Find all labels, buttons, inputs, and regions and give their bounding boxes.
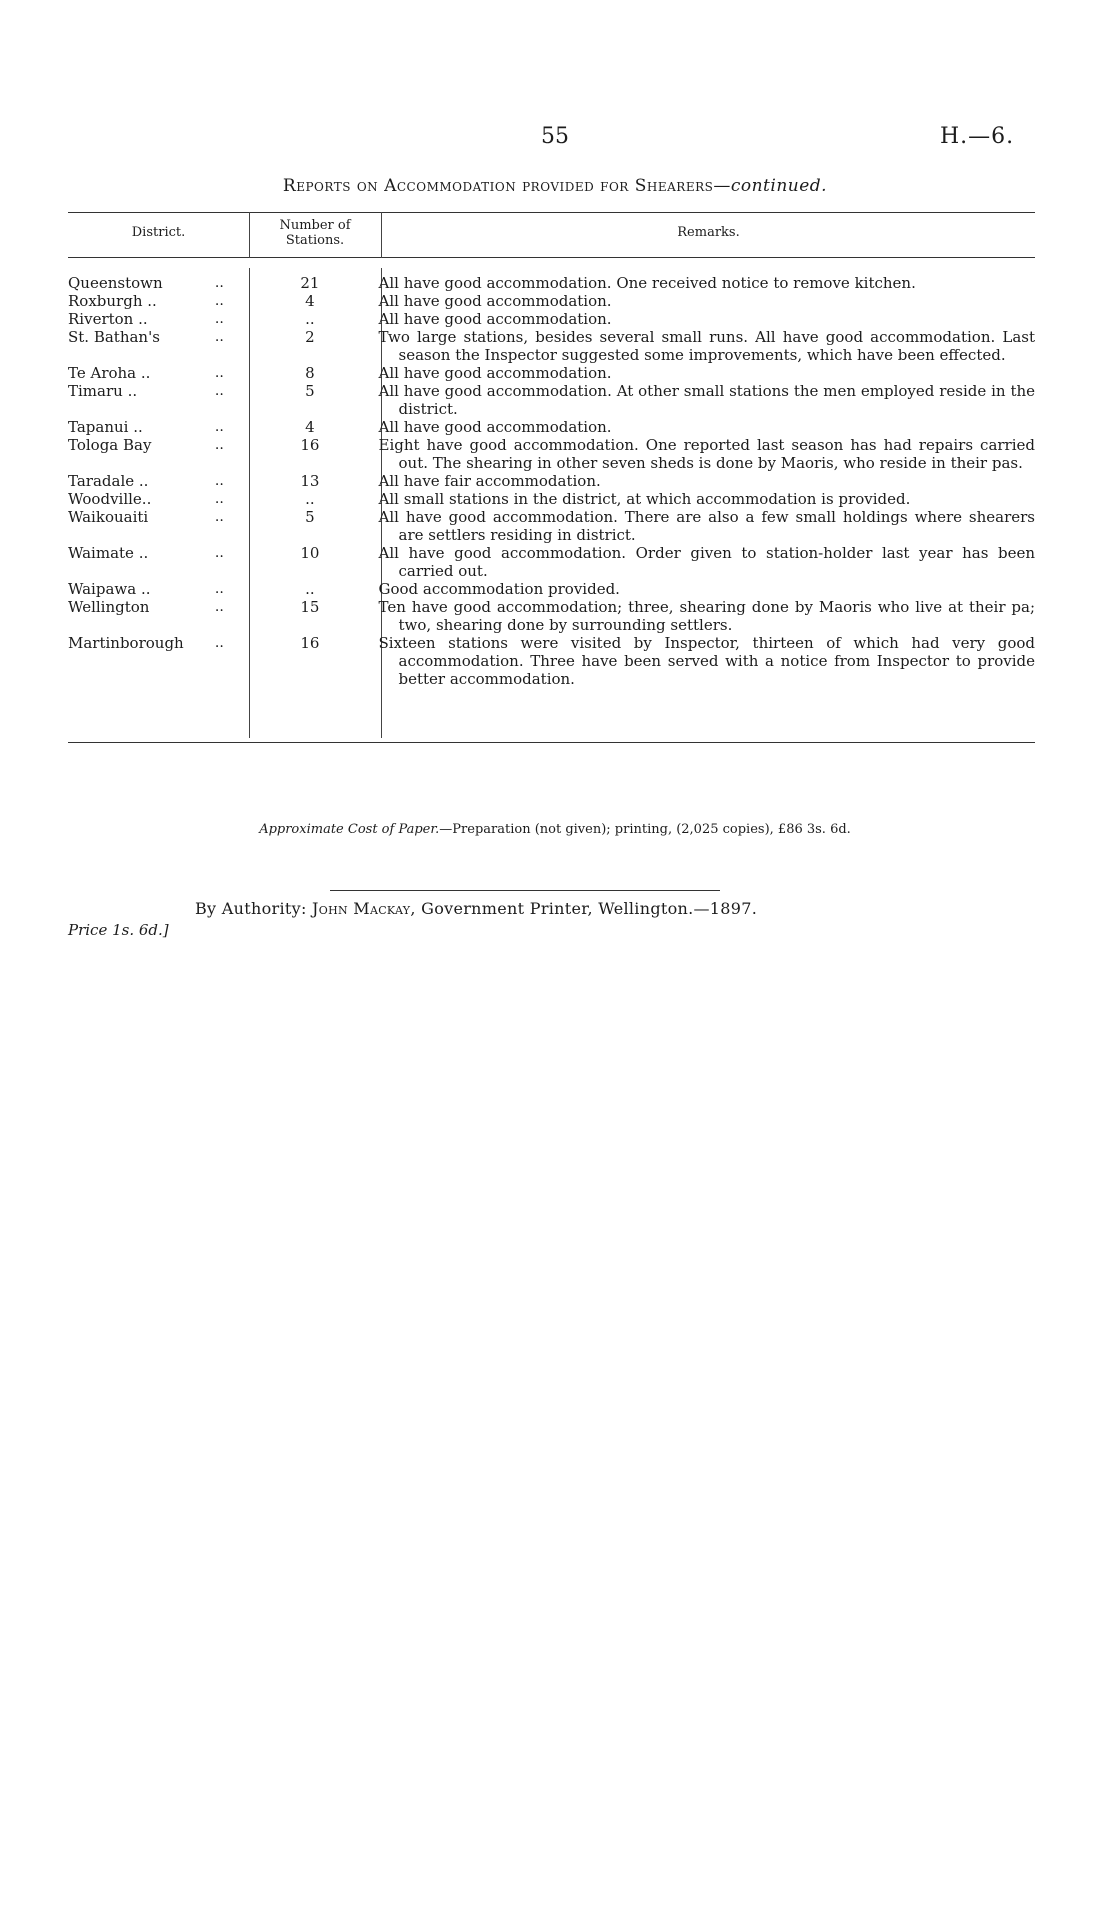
authority-prefix: By Authority: — [195, 899, 307, 918]
leader-dots: .. — [214, 329, 224, 345]
header-remarks: Remarks. — [677, 225, 740, 240]
leader-dots: .. — [214, 473, 224, 489]
authority-name: John Mackay — [312, 899, 411, 918]
leader-dots: .. — [214, 509, 224, 525]
stations-count-cell: 8 — [305, 364, 315, 382]
table-row — [68, 364, 1035, 382]
stations-count-cell: 13 — [300, 472, 320, 490]
stations-count-cell: 5 — [305, 382, 315, 400]
district-cell: Waikouaiti — [68, 508, 149, 526]
district-cell: Waimate .. — [68, 544, 149, 562]
table-row — [68, 634, 1035, 688]
district-cell: Te Aroha .. — [68, 364, 151, 382]
stations-count-cell: 4 — [305, 418, 315, 436]
stations-count-cell: 15 — [300, 598, 320, 616]
table-row — [68, 382, 1035, 418]
district-cell: Wellington — [68, 598, 150, 616]
table-row — [68, 418, 1035, 436]
table-row — [68, 598, 1035, 634]
remarks-cell: Sixteen stations were visited by Inspector, thirteen of which had very good accommodation. Three have been served with a notice from Inspector to provide better accommodation. — [378, 634, 1036, 688]
authority-rule — [330, 890, 720, 891]
price: Price 1s. 6d.] — [68, 921, 169, 939]
district-cell: Taradale .. — [68, 472, 149, 490]
stations-count-cell: .. — [305, 490, 315, 508]
leader-dots: .. — [214, 311, 224, 327]
leader-dots: .. — [214, 275, 224, 291]
remarks-cell: Ten have good accommodation; three, shearing done by Maoris who live at their pa; two, shearing done by surrounding settlers. — [378, 598, 1036, 634]
table-header-rule — [68, 257, 1035, 258]
remarks-cell: All have good accommodation. One received notice to remove kitchen. — [378, 274, 916, 292]
district-cell: Tapanui .. — [68, 418, 143, 436]
title-continued: —continued. — [713, 176, 828, 196]
leader-dots: .. — [214, 599, 224, 615]
table-row — [68, 490, 1035, 508]
stations-count-cell: 16 — [300, 634, 320, 652]
remarks-cell: All have good accommodation. At other small stations the men employed reside in the district. — [378, 382, 1036, 418]
remarks-cell: All small stations in the district, at which accommodation is provided. — [378, 490, 911, 508]
header-number-of-stations: Number of Stations. — [279, 218, 351, 248]
table-row — [68, 292, 1035, 310]
table-row — [68, 472, 1035, 490]
authority-suffix: , Government Printer, Wellington.—1897. — [410, 899, 758, 918]
table-title — [130, 176, 980, 196]
stations-count-cell: 5 — [305, 508, 315, 526]
table-row — [68, 508, 1035, 544]
district-cell: St. Bathan's — [68, 328, 160, 346]
stations-count-cell: .. — [305, 310, 315, 328]
remarks-cell: All have good accommodation. — [378, 364, 612, 382]
leader-dots: .. — [214, 383, 224, 399]
district-cell: Queenstown — [68, 274, 163, 292]
remarks-cell: All have fair accommodation. — [378, 472, 601, 490]
district-cell: Timaru .. — [68, 382, 138, 400]
leader-dots: .. — [214, 293, 224, 309]
remarks-cell: Two large stations, besides several small runs. All have good accommodation. Last season the Inspector suggested some improvements, which have been effected. — [378, 328, 1036, 364]
table-row — [68, 310, 1035, 328]
stations-count-cell: 16 — [300, 436, 320, 454]
leader-dots: .. — [214, 491, 224, 507]
leader-dots: .. — [214, 581, 224, 597]
remarks-cell: Good accommodation provided. — [378, 580, 620, 598]
remarks-cell: All have good accommodation. There are also a few small holdings where shearers are settlers residing in district. — [378, 508, 1036, 544]
stations-count-cell: 2 — [305, 328, 315, 346]
leader-dots: .. — [214, 545, 224, 561]
leader-dots: .. — [214, 365, 224, 381]
cost-lead: Approximate Cost of Paper. — [259, 822, 440, 837]
remarks-cell: All have good accommodation. — [378, 310, 612, 328]
table-bottom-rule — [68, 742, 1035, 743]
district-cell: Woodville.. — [68, 490, 152, 508]
title-main: Reports on Accommodation provided for Shearers — [282, 176, 714, 196]
remarks-cell: Eight have good accommodation. One reported last season has had repairs carried out. The shearing in other seven sheds is done by Maoris, who reside in their pas. — [378, 436, 1036, 472]
stations-count-cell: 10 — [300, 544, 320, 562]
table-body — [68, 274, 1035, 688]
remarks-cell: All have good accommodation. Order given to station-holder last year has been carried out. — [378, 544, 1036, 580]
table-row — [68, 328, 1035, 364]
document-code: H.—6. — [940, 124, 1015, 149]
page-number: 55 — [541, 124, 569, 149]
district-cell: Tologa Bay — [68, 436, 152, 454]
remarks-cell: All have good accommodation. — [378, 292, 612, 310]
cost-text: —Preparation (not given); printing, (2,025 copies), £86 3s. 6d. — [439, 822, 851, 837]
stations-count-cell: 4 — [305, 292, 315, 310]
table-row — [68, 580, 1035, 598]
header-district: District. — [131, 225, 186, 240]
table-row — [68, 436, 1035, 472]
authority-line — [195, 899, 895, 918]
leader-dots: .. — [214, 437, 224, 453]
district-cell: Riverton .. — [68, 310, 148, 328]
district-cell: Roxburgh .. — [68, 292, 157, 310]
leader-dots: .. — [214, 419, 224, 435]
table-top-rule — [68, 212, 1035, 213]
cost-note — [130, 822, 980, 837]
table-row — [68, 544, 1035, 580]
table-row — [68, 274, 1035, 292]
remarks-cell: All have good accommodation. — [378, 418, 612, 436]
district-cell: Martinborough — [68, 634, 184, 652]
stations-count-cell: 21 — [300, 274, 320, 292]
leader-dots: .. — [214, 635, 224, 651]
stations-count-cell: .. — [305, 580, 315, 598]
district-cell: Waipawa .. — [68, 580, 151, 598]
